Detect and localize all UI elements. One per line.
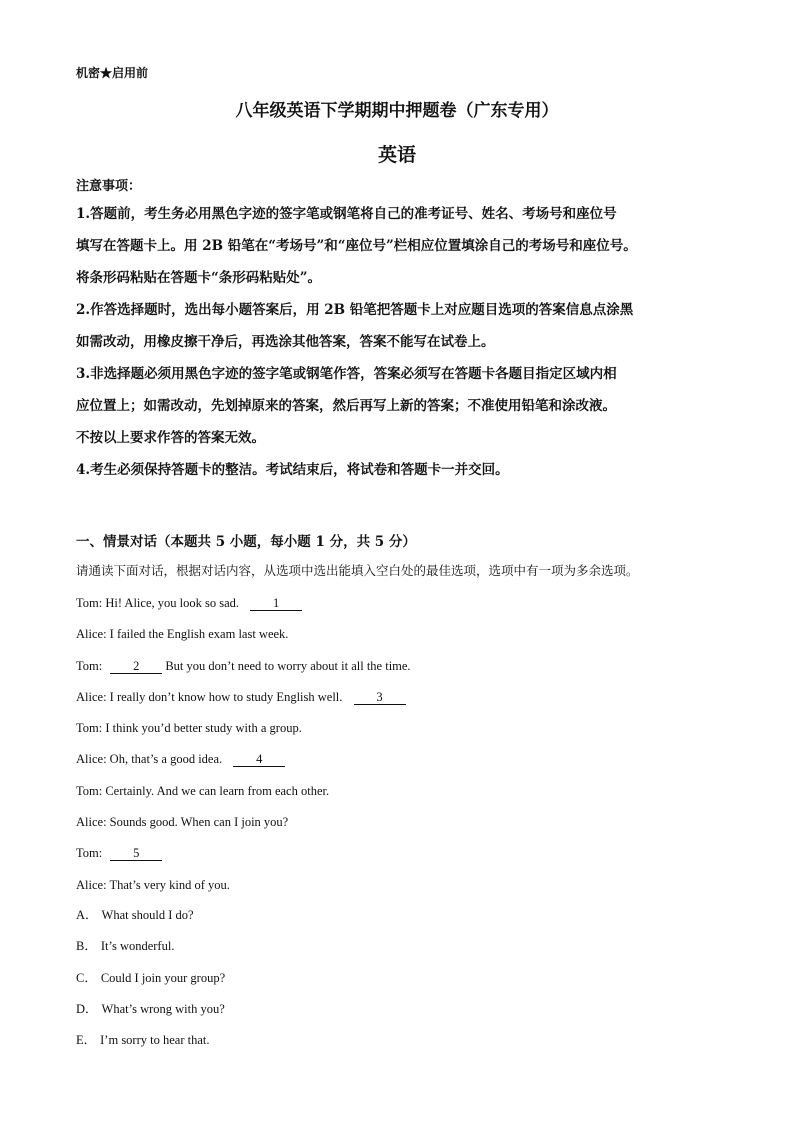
- answer-blank: 1: [250, 596, 302, 611]
- dialog-text: Alice: Oh, that’s a good idea.: [76, 752, 226, 767]
- dialog-line: [76, 713, 736, 744]
- dialog-list: [76, 588, 736, 901]
- options-list: [76, 900, 736, 1056]
- dialog-text: Alice: That’s very kind of you.: [76, 877, 230, 892]
- answer-blank: 2: [110, 659, 162, 674]
- dialog-line: [76, 776, 736, 807]
- dialog-line: [76, 588, 736, 619]
- option-text: It’s wonderful.: [100, 939, 175, 954]
- option-letter: A．: [76, 908, 98, 922]
- secret-label: 机密★启用前: [76, 66, 149, 80]
- dialog-text: Tom: Hi! Alice, you look so sad.: [76, 596, 243, 610]
- page-title: 八年级英语下学期期中押题卷（广东专用）: [235, 101, 559, 121]
- note-line: 将条形码粘贴在答题卡“条形码粘贴处”。: [76, 270, 322, 286]
- dialog-text-after: But you don’t need to worry about it all the time.: [162, 658, 411, 673]
- dialog-text: Alice: I really don’t know how to study English well.: [76, 689, 346, 704]
- subject-title: 英语: [377, 144, 416, 166]
- option-letter: B．: [76, 939, 97, 954]
- answer-blank: 5: [110, 846, 162, 861]
- option-item: [76, 963, 736, 994]
- option-letter: D．: [76, 1001, 98, 1016]
- note-line: 填写在答题卡上。用 2B 铅笔在“考场号”和“座位号”栏相应位置填涂自己的考场号和座位号。: [76, 238, 637, 254]
- dialog-line: [76, 682, 736, 713]
- note-line: 应位置上；如需改动，先划掉原来的答案，然后再写上新的答案；不准使用铅笔和涂改液。: [76, 398, 616, 414]
- dialog-line: [76, 838, 736, 869]
- dialog-text: Tom:: [76, 658, 103, 673]
- option-text: What’s wrong with you?: [101, 1001, 225, 1016]
- dialog-line: [76, 870, 736, 901]
- option-item: [76, 994, 736, 1025]
- dialog-text: Alice: I failed the English exam last week.: [76, 627, 289, 642]
- section-dialog: [76, 528, 736, 586]
- option-text: What should I do?: [101, 908, 194, 922]
- dialog-line: [76, 619, 736, 650]
- note-line: 4.考生必须保持答题卡的整洁。考试结束后，将试卷和答题卡一并交回。: [76, 462, 509, 478]
- notes-section: [76, 176, 736, 486]
- note-line: 不按以上要求作答的答案无效。: [76, 430, 265, 446]
- dialog-text: Alice: Sounds good. When can I join you?: [76, 815, 289, 830]
- answer-blank: 4: [233, 752, 285, 767]
- option-item: [76, 900, 736, 931]
- dialog-line: [76, 807, 736, 838]
- option-text: Could I join your group?: [100, 970, 226, 985]
- answer-blank: 3: [354, 690, 406, 705]
- note-line: 3.非选择题必须用黑色字迹的签字笔或钢笔作答，答案必须写在答题卡各题目指定区域内相: [76, 366, 617, 382]
- option-letter: C．: [76, 970, 97, 985]
- note-line: 1.答题前，考生务必用黑色字迹的签字笔或钢笔将自己的准考证号、姓名、考场号和座位号: [76, 206, 617, 222]
- section-heading: 一、情景对话（本题共 5 小题，每小题 1 分，共 5 分）: [76, 534, 416, 550]
- notes-heading: 注意事项：: [76, 179, 142, 194]
- option-item: [76, 931, 736, 962]
- dialog-text: Tom:: [76, 846, 103, 861]
- note-line: 2.作答选择题时，选出每小题答案后，用 2B 铅笔把答题卡上对应题目选项的答案信息点涂黑: [76, 302, 634, 318]
- option-text: I’m sorry to hear that.: [100, 1033, 210, 1048]
- option-letter: E．: [76, 1033, 97, 1048]
- dialog-line: [76, 651, 736, 682]
- dialog-line: [76, 744, 736, 775]
- dialog-text: Tom: I think you’d better study with a group.: [76, 721, 302, 736]
- section-instruction: 请通读下面对话，根据对话内容，从选项中选出能填入空白处的最佳选项，选项中有一项为多余选项。: [76, 563, 639, 578]
- option-item: [76, 1025, 736, 1056]
- dialog-text: Tom: Certainly. And we can learn from each other.: [76, 783, 330, 798]
- note-line: 如需改动，用橡皮擦干净后，再选涂其他答案，答案不能写在试卷上。: [76, 334, 495, 350]
